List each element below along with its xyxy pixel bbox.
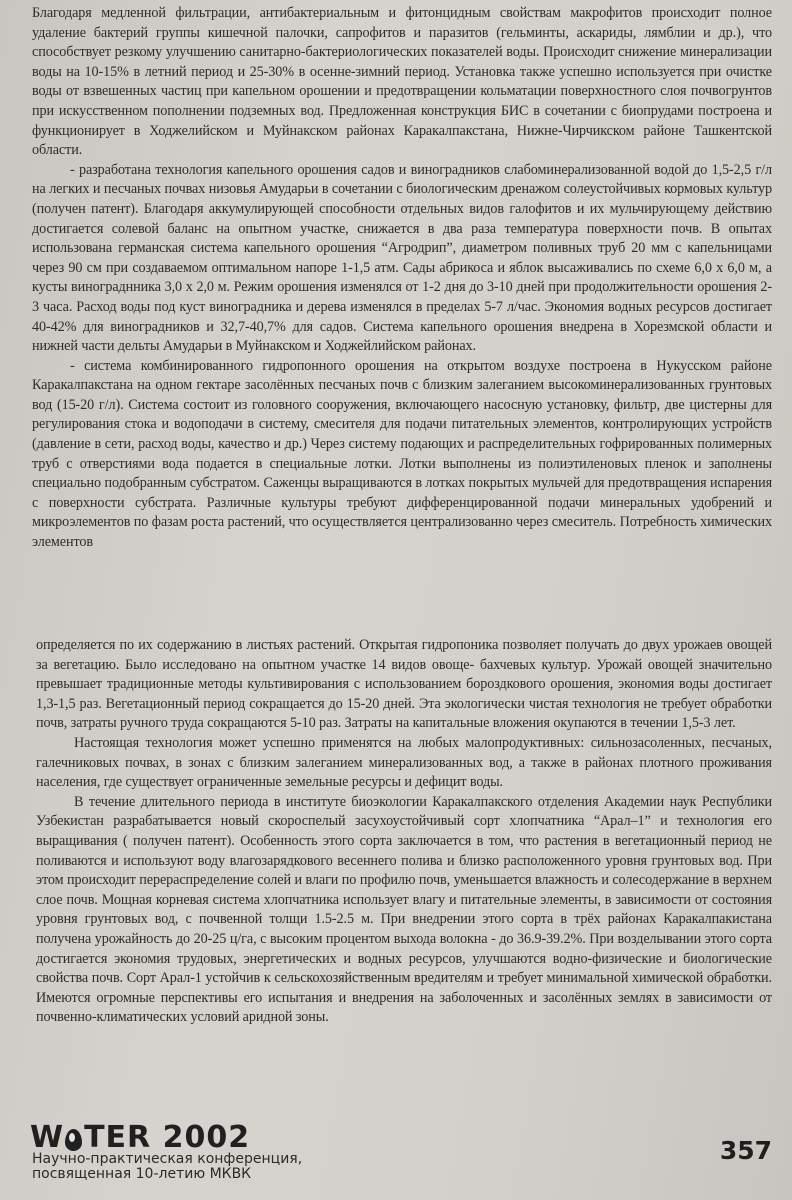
logo-letter-w: W — [30, 1120, 65, 1155]
logo-text: TER 2002 — [84, 1120, 251, 1155]
paragraph-drip-irrigation: - разработана технология капельного орошения садов и виноградников слабоминерализованной водой до 1,5-2,5 г/л на легких и песчаных почвах низовья Амударьи в сочетании с биологическим дренажом солеустойчивых кормовых культур (получен патент). Благодаря аккумулирующей способности отдельных видов галофитов и их мульчирующему действию достигается солевой баланс на опытном участке, снижается в два раза температура поверхности почв. В опытах использована германская система капельного орошения “Агродрип”, диаметром поливных труб 20 мм с капельницами через 90 см при создаваемом оптимальном напоре 1-1,5 атм. Сады абрикоса и яблок высаживались по схеме 6,0 х 6,0 м, а кусты винограднника 3,0 х 2,0 м. Режим орошения изменялся от 1-2 дня до 3-10 дней при продолжительности орошения 2-3 часа. Расход воды под куст виноградника и дерева изменялся в пределах 5-7 л/час. Экономия водных ресурсов достигает 40-42% для виноградников и 32,7-40,7% для садов. Система капельного орошения внедрена в Хорезмской области и нижней части дельты Амударьи в Муйнакском и Ходжейлийском районах. — [32, 161, 772, 355]
text-block-top — [32, 4, 772, 553]
caption-line-2: посвященная 10-летию МКВК — [32, 1166, 252, 1182]
paragraph-hydroponics-results: определяется по их содержанию в листьях растений. Открытая гидропоника позволяет получать до двух урожаев овощей за вегетацию. Было исследовано на опытном участке 14 видов овоще- бахчевых культур. Урожай овощей значительно превышает традиционные методы культивирования с использованием бороздкового орошения, экономия воды достигает 1,3-1,5 раз. Вегетационный период сокращается до 15-20 дней. Эта экологически чистая технология не требует обработки почв, затраты ручного труда сокращаются 5-10 раз. Затраты на капитальные вложения окупаются в течении 1,5-3 лет. — [36, 637, 772, 732]
water-drop-icon — [65, 1129, 82, 1151]
water-2002-logo — [30, 1120, 250, 1155]
page-number: 357 — [719, 1136, 772, 1165]
paragraph-applicability: Настоящая технология может успешно применятся на любых малопродуктивных: сильнозасоленных, песчаных, галечниковых почвах, в зонах с близким залеганием минерализованных вод, а также в районах плотного проживания населения, где существует ограниченные земельные ресурсы и дефицит воды. — [36, 734, 772, 791]
paragraph-aral-cotton: В течение длительного периода в институте биоэкологии Каракалпакского отделения Академии наук Республики Узбекистан разрабатывается новый скороспелый засухоустойчивый сорт хлопчатника “Арал–1” и технология его выращивания ( получен патент). Особенность этого сорта заключается в том, что растения в вегетационный период не поливаются и используют воду влагозарядкового весеннего полива и близко расположенного уровня грунтовых вод. При этом происходит перераспределение солей и влаги по профилю почв, уменьшается влажность и солесодержание в верхнем слое почв. Мощная корневая система хлопчатника использует влагу и питательные элементы, в зависимости от состояния уровня грунтовых вод, с почвенной толщи 1.5-2.5 м. При внедрении этого сорта в трёх районах Каракалпакистана получена урожайность до 20-25 ц/га, с высоким процентом выхода волокна - до 36.9-39.2%. При возделывании этого сорта достигается экономия трудовых, энергетических и водных ресурсов, улучшаются водно-физические и биологические свойства почв. Сорт Арал-1 устойчив к сельскохозяйственным вредителям и требует минимальной химической обработки. Имеются огромные перспективы его испытания и внедрения на заболоченных и засолённых землях в зависимости от почвенно-климатических условий аридной зоны. — [36, 793, 772, 1026]
conference-caption — [32, 1152, 302, 1182]
text-block-bottom — [36, 636, 772, 1028]
paragraph-hydroponic-system: - система комбинированного гидропонного орошения на открытом воздухе построена в Нукусском районе Каракалпакстана на одном гектаре засолённых песчаных почв с близким залеганием высокоминерализованных грунтовых вод (15-20 г/л). Система состоит из головного сооружения, включающего насосную установку, фильтр, две цистерны для регулирования стока и водоподачи в систему, смесителя для подачи питательных элементов, контролирующих устройств (давление в сети, расход воды, качество и др.) Через систему подающих и распределительных гофрированных полимерных труб с отверстиями вода подается в специальные лотки. Лотки выполнены из полиэтиленовых пленок и заполнены специально подобранным субстратом. Саженцы выращиваются в лотках покрытых мульчей для предотвращения испарения с поверхности субстрата. Различные культуры требуют дифференцированной подачи минеральных удобрений и микроэлементов по фазам роста растений, что осуществляется централизованно через смеситель. Потребность химических элементов — [32, 357, 772, 551]
paragraph-macrophytes: Благодаря медленной фильтрации, антибактериальным и фитонцидным свойствам макрофитов происходит полное удаление бактерий группы кишечной палочки, сапрофитов и паразитов (гельминты, аскариды, лямблии и др.), что способствует резкому улучшению санитарно-бактериологических показателей воды. Происходит снижение минерализации воды на 10-15% в летний период и 25-30% в осенне-зимний период. Установка также успешно используется при очистке воды от взвешенных частиц при капельном орошении и предотвращении кольматации поверхностного слоя почвогрунтов при искусственном пополнении подземных вод. Предложенная конструкция БИС в сочетании с биопрудами построена и функционирует в Ходжелийском и Муйнакском районах Каракалпакстана, Нижне-Чирчикском районе Ташкентской области. — [32, 5, 772, 159]
caption-line-1: Научно-практическая конференция, — [32, 1151, 303, 1167]
